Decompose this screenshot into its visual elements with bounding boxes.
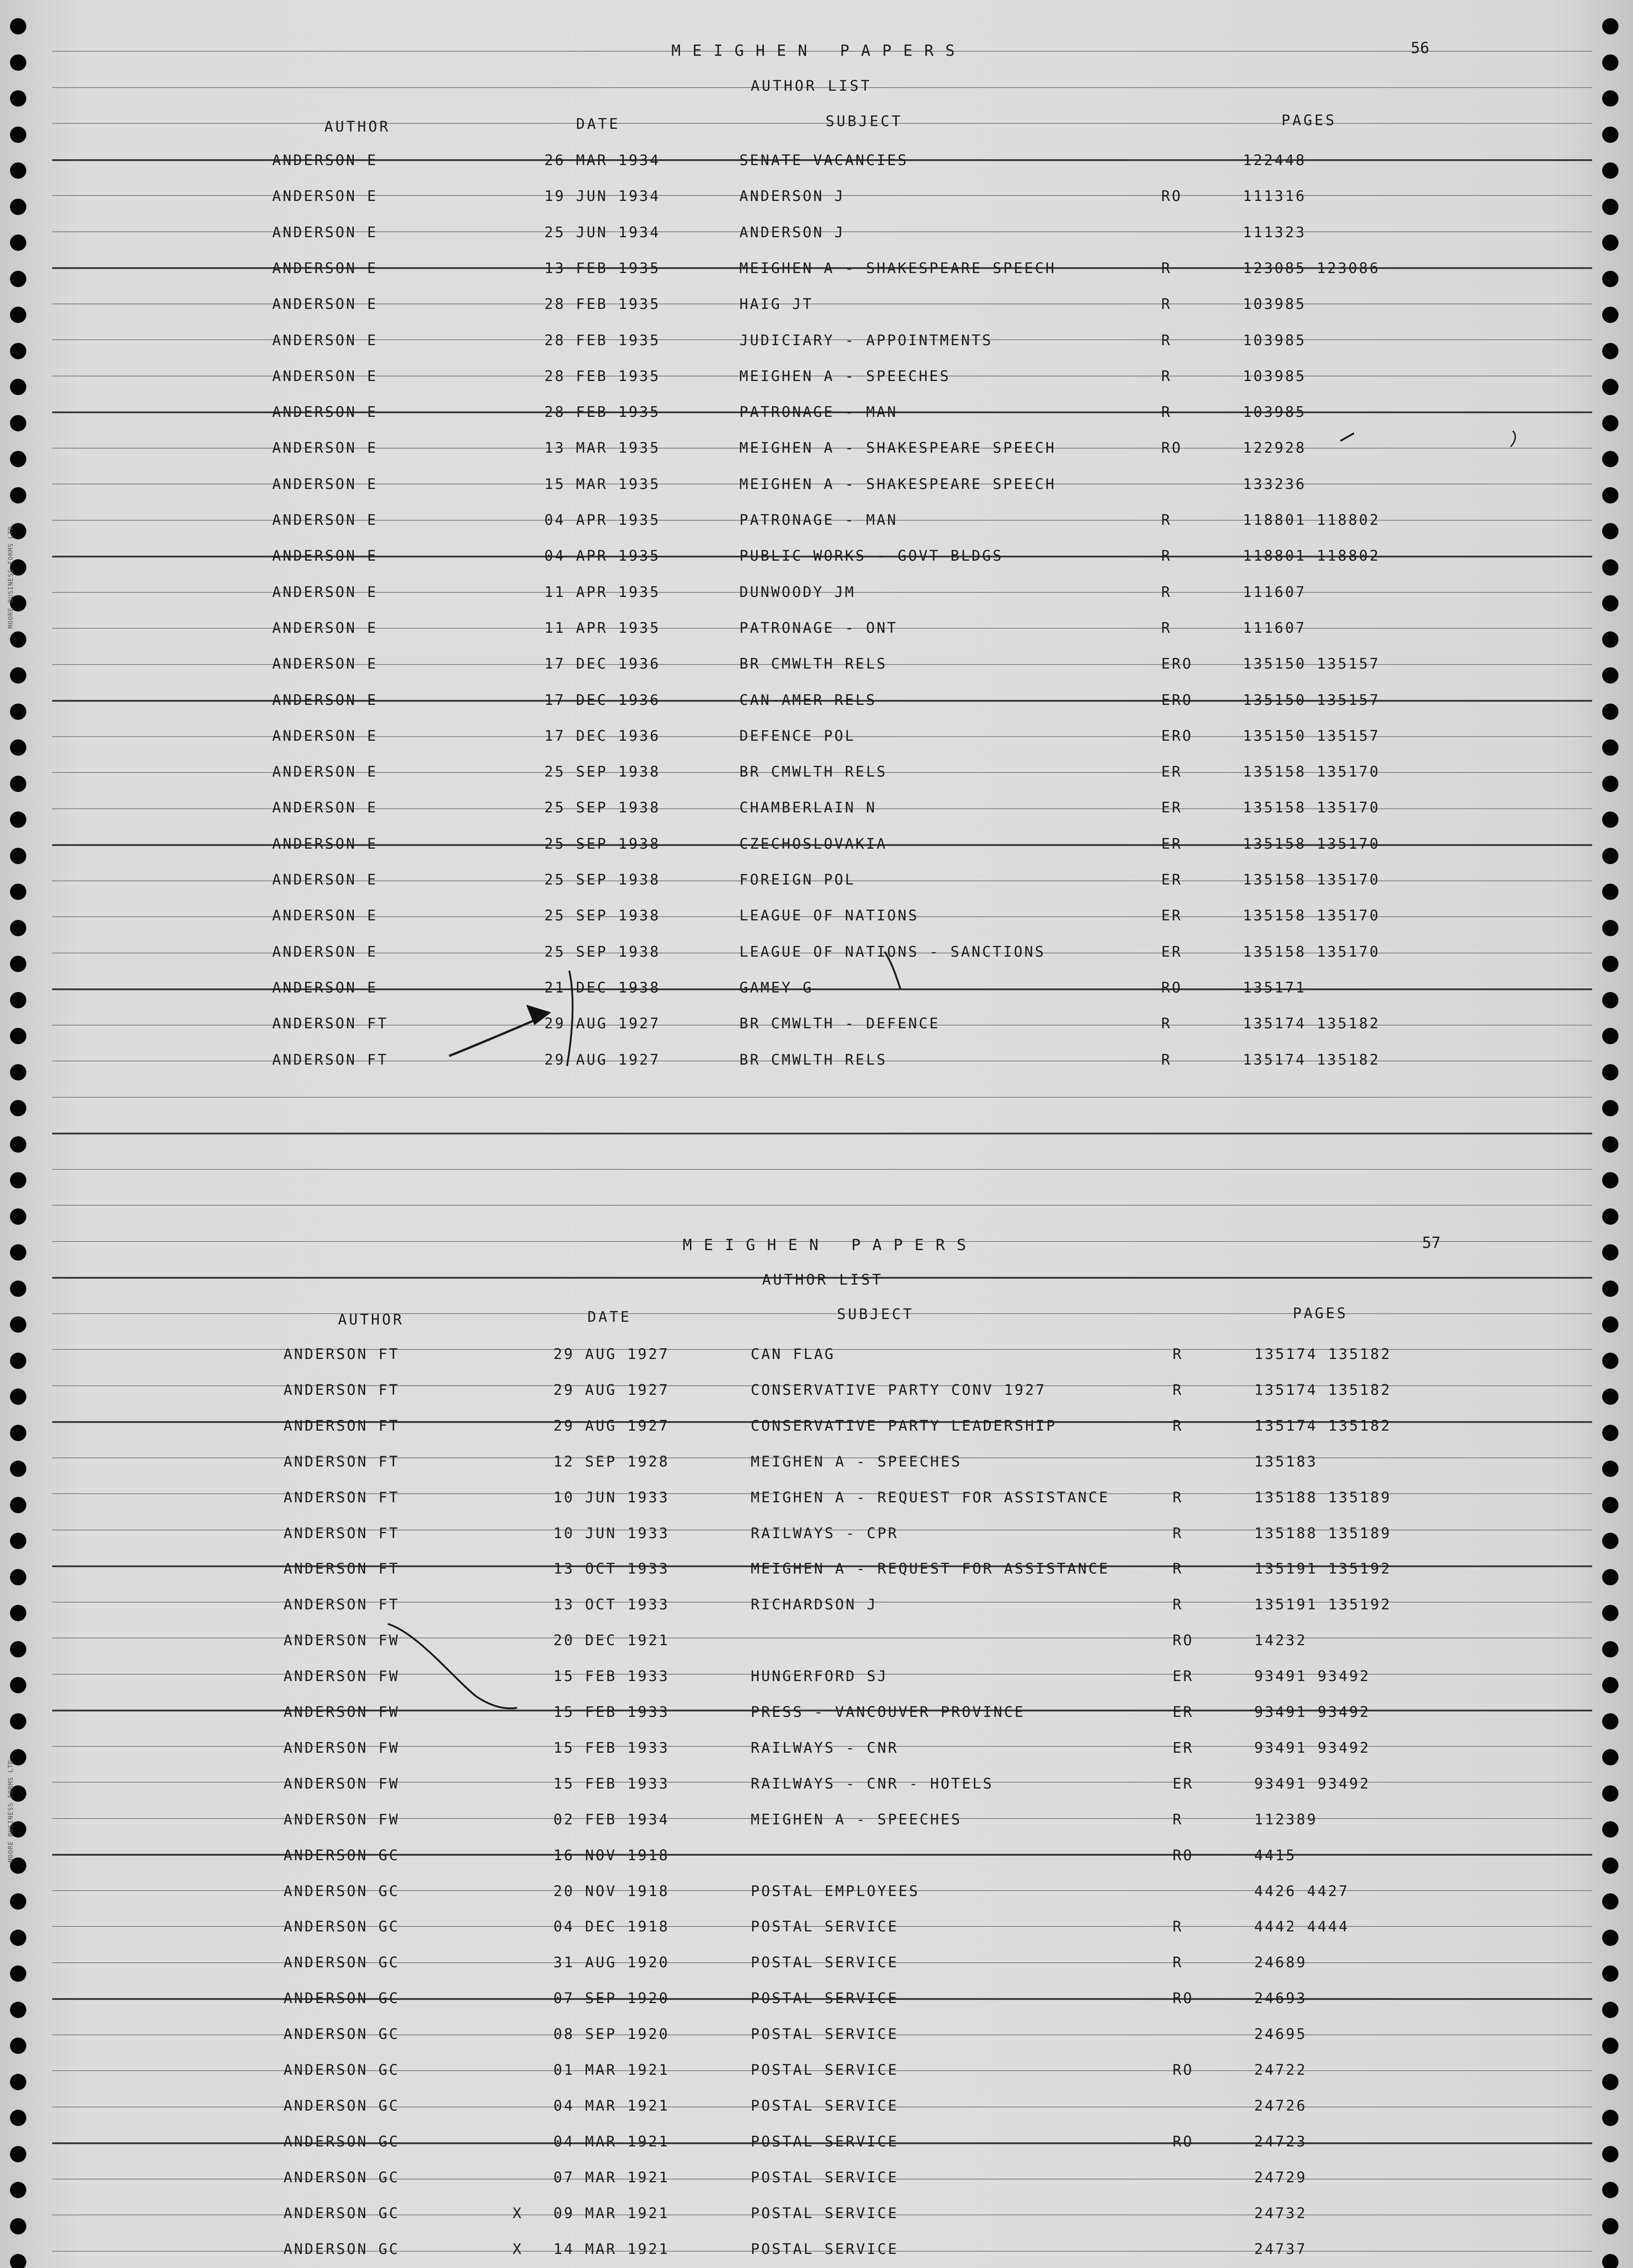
- column-header-subject: SUBJECT: [837, 1305, 914, 1323]
- author-cell: ANDERSON E: [272, 475, 378, 493]
- subject-cell: POSTAL SERVICE: [751, 2061, 899, 2078]
- pages-cell: 4426 4427: [1254, 1882, 1349, 1900]
- author-cell: ANDERSON E: [272, 763, 378, 781]
- subject-cell: POSTAL SERVICE: [751, 1918, 899, 1936]
- date-cell: 17 DEC 1936: [544, 691, 660, 709]
- author-cell: ANDERSON E: [272, 583, 378, 601]
- code-cell: R: [1173, 1488, 1183, 1506]
- date-cell: 17 DEC 1936: [544, 727, 660, 744]
- author-cell: ANDERSON E: [272, 907, 378, 924]
- date-cell: 07 SEP 1920: [553, 1989, 670, 2007]
- pages-cell: 135188 135189: [1254, 1524, 1392, 1542]
- page-title: MEIGHEN PAPERS: [671, 42, 967, 60]
- pages-cell: 123085 123086: [1243, 259, 1380, 277]
- subject-cell: PATRONAGE - MAN: [739, 511, 898, 528]
- subject-cell: ANDERSON J: [739, 187, 845, 205]
- author-cell: ANDERSON GC: [284, 1918, 400, 1936]
- column-header-author: AUTHOR: [338, 1311, 404, 1328]
- pages-cell: 24729: [1254, 2168, 1307, 2186]
- code-cell: R: [1161, 1051, 1172, 1068]
- code-cell: RO: [1161, 978, 1183, 996]
- date-cell: 31 AUG 1920: [553, 1954, 670, 1971]
- pages-cell: 135158 135170: [1243, 907, 1380, 924]
- pages-cell: 135150 135157: [1243, 727, 1380, 744]
- pen-mark-stroke: [1511, 431, 1515, 447]
- pages-cell: 93491 93492: [1254, 1739, 1370, 1756]
- date-cell: 04 APR 1935: [544, 511, 660, 528]
- author-cell: ANDERSON GC: [284, 1954, 400, 1971]
- author-cell: ANDERSON GC: [284, 2097, 400, 2114]
- date-cell: 29 AUG 1927: [544, 1051, 660, 1068]
- code-cell: RO: [1173, 2132, 1194, 2150]
- pages-cell: 135174 135182: [1254, 1345, 1392, 1363]
- date-cell: 04 MAR 1921: [553, 2132, 670, 2150]
- author-cell: ANDERSON GC: [284, 2061, 400, 2078]
- pages-cell: 135158 135170: [1243, 763, 1380, 781]
- code-cell: ERO: [1161, 691, 1193, 709]
- code-cell: R: [1161, 367, 1172, 385]
- author-cell: ANDERSON E: [272, 727, 378, 744]
- pages-cell: 135191 135192: [1254, 1560, 1392, 1578]
- pages-cell: 103985: [1243, 295, 1306, 313]
- list-subtitle: AUTHOR LIST: [751, 77, 872, 94]
- date-cell: 15 FEB 1933: [553, 1774, 670, 1792]
- pen-bracket-stroke: [567, 971, 572, 1066]
- author-cell: ANDERSON GC: [284, 2204, 400, 2222]
- subject-cell: BR CMWLTH - DEFENCE: [739, 1015, 940, 1032]
- date-cell: 01 MAR 1921: [553, 2061, 670, 2078]
- pages-cell: 24726: [1254, 2097, 1307, 2114]
- pages-cell: 135188 135189: [1254, 1488, 1392, 1506]
- pages-cell: 135191 135192: [1254, 1596, 1392, 1613]
- subject-cell: POSTAL SERVICE: [751, 2097, 899, 2114]
- date-cell: 11 APR 1935: [544, 583, 660, 601]
- subject-cell: POSTAL SERVICE: [751, 2168, 899, 2186]
- subject-cell: HAIG JT: [739, 295, 813, 313]
- author-cell: ANDERSON E: [272, 691, 378, 709]
- code-cell: R: [1161, 1015, 1172, 1032]
- date-cell: 29 AUG 1927: [553, 1417, 670, 1434]
- code-cell: R: [1173, 1381, 1183, 1398]
- column-header-date: DATE: [576, 115, 621, 132]
- code-cell: ER: [1161, 943, 1183, 960]
- date-cell: 21 DEC 1938: [544, 978, 660, 996]
- pages-cell: 93491 93492: [1254, 1774, 1370, 1792]
- pages-cell: 111607: [1243, 583, 1306, 601]
- pages-cell: 135158 135170: [1243, 943, 1380, 960]
- date-cell: 19 JUN 1934: [544, 187, 660, 205]
- code-cell: ER: [1161, 907, 1183, 924]
- pages-cell: 135183: [1254, 1452, 1318, 1470]
- column-header-date: DATE: [587, 1308, 632, 1325]
- code-cell: R: [1173, 1560, 1183, 1578]
- pages-cell: 122448: [1243, 152, 1306, 169]
- pages-cell: 118801 118802: [1243, 511, 1380, 528]
- date-cell: 15 MAR 1935: [544, 475, 660, 493]
- pages-cell: 24732: [1254, 2204, 1307, 2222]
- code-cell: R: [1161, 619, 1172, 636]
- author-cell: ANDERSON FT: [284, 1452, 400, 1470]
- subject-cell: GAMEY G: [739, 978, 813, 996]
- pages-cell: 14232: [1254, 1632, 1307, 1649]
- subject-cell: DUNWOODY JM: [739, 583, 856, 601]
- subject-cell: BR CMWLTH RELS: [739, 763, 887, 781]
- author-cell: ANDERSON E: [272, 331, 378, 349]
- date-cell: 25 SEP 1938: [544, 835, 660, 852]
- pages-cell: 135174 135182: [1243, 1051, 1380, 1068]
- subject-cell: POSTAL SERVICE: [751, 2132, 899, 2150]
- date-cell: 04 DEC 1918: [553, 1918, 670, 1936]
- date-cell: 13 FEB 1935: [544, 259, 660, 277]
- pages-cell: 24695: [1254, 2025, 1307, 2043]
- column-header-subject: SUBJECT: [826, 112, 903, 130]
- date-cell: 29 AUG 1927: [553, 1345, 670, 1363]
- subject-cell: POSTAL EMPLOYEES: [751, 1882, 920, 1900]
- pages-cell: 93491 93492: [1254, 1703, 1370, 1721]
- date-cell: 09 MAR 1921: [553, 2204, 670, 2222]
- code-cell: R: [1161, 511, 1172, 528]
- pages-cell: 135150 135157: [1243, 655, 1380, 673]
- date-cell: 28 FEB 1935: [544, 295, 660, 313]
- pages-cell: 133236: [1243, 475, 1306, 493]
- pages-cell: 135174 135182: [1254, 1417, 1392, 1434]
- pages-cell: 103985: [1243, 331, 1306, 349]
- author-cell: ANDERSON GC: [284, 1846, 400, 1864]
- code-cell: R: [1161, 583, 1172, 601]
- date-cell: 28 FEB 1935: [544, 403, 660, 421]
- pen-mark-stroke: [1340, 433, 1354, 441]
- subject-cell: BR CMWLTH RELS: [739, 1051, 887, 1068]
- subject-cell: ANDERSON J: [739, 223, 845, 241]
- date-cell: 29 AUG 1927: [544, 1015, 660, 1032]
- date-cell: 08 SEP 1920: [553, 2025, 670, 2043]
- author-cell: ANDERSON FW: [284, 1810, 400, 1828]
- pages-cell: 135158 135170: [1243, 799, 1380, 816]
- subject-cell: SENATE VACANCIES: [739, 152, 909, 169]
- date-cell: 28 FEB 1935: [544, 367, 660, 385]
- subject-cell: RAILWAYS - CPR: [751, 1524, 899, 1542]
- author-cell: ANDERSON GC: [284, 2240, 400, 2258]
- subject-cell: BR CMWLTH RELS: [739, 655, 887, 673]
- author-cell: ANDERSON FT: [284, 1596, 400, 1613]
- author-cell: ANDERSON E: [272, 259, 378, 277]
- author-cell: ANDERSON FW: [284, 1703, 400, 1721]
- author-cell: ANDERSON E: [272, 655, 378, 673]
- author-cell: ANDERSON E: [272, 187, 378, 205]
- author-cell: ANDERSON FW: [284, 1774, 400, 1792]
- subject-cell: MEIGHEN A - SHAKESPEARE SPEECH: [739, 259, 1056, 277]
- subject-cell: RAILWAYS - CNR - HOTELS: [751, 1774, 994, 1792]
- subject-cell: MEIGHEN A - SPEECHES: [751, 1452, 962, 1470]
- code-cell: RO: [1173, 1989, 1194, 2007]
- pages-cell: 24722: [1254, 2061, 1307, 2078]
- column-header-author: AUTHOR: [324, 118, 391, 135]
- list-subtitle: AUTHOR LIST: [762, 1271, 883, 1288]
- author-cell: ANDERSON E: [272, 619, 378, 636]
- subject-cell: POSTAL SERVICE: [751, 1989, 899, 2007]
- author-cell: ANDERSON E: [272, 835, 378, 852]
- subject-cell: MEIGHEN A - REQUEST FOR ASSISTANCE: [751, 1560, 1110, 1578]
- subject-cell: POSTAL SERVICE: [751, 2204, 899, 2222]
- date-cell: 26 MAR 1934: [544, 152, 660, 169]
- author-cell: ANDERSON FT: [284, 1417, 400, 1434]
- author-cell: ANDERSON GC: [284, 1989, 400, 2007]
- code-cell: R: [1161, 547, 1172, 565]
- date-cell: 25 JUN 1934: [544, 223, 660, 241]
- pages-cell: 135158 135170: [1243, 835, 1380, 852]
- subject-cell: POSTAL SERVICE: [751, 1954, 899, 1971]
- code-cell: R: [1173, 1345, 1183, 1363]
- subject-cell: CONSERVATIVE PARTY LEADERSHIP: [751, 1417, 1057, 1434]
- author-cell: ANDERSON FW: [284, 1739, 400, 1756]
- subject-cell: JUDICIARY - APPOINTMENTS: [739, 331, 993, 349]
- author-cell: ANDERSON E: [272, 943, 378, 960]
- author-cell: ANDERSON FT: [284, 1345, 400, 1363]
- code-cell: R: [1173, 1918, 1183, 1936]
- pages-cell: 24693: [1254, 1989, 1307, 2007]
- author-cell: ANDERSON GC: [284, 2132, 400, 2150]
- subject-cell: MEIGHEN A - SPEECHES: [739, 367, 951, 385]
- subject-cell: HUNGERFORD SJ: [751, 1667, 888, 1685]
- author-cell: ANDERSON E: [272, 403, 378, 421]
- author-cell: ANDERSON E: [272, 799, 378, 816]
- date-cell: 04 APR 1935: [544, 547, 660, 565]
- code-cell: ER: [1173, 1703, 1194, 1721]
- date-cell: 20 DEC 1921: [553, 1632, 670, 1649]
- subject-cell: POSTAL SERVICE: [751, 2240, 899, 2258]
- pages-cell: 111323: [1243, 223, 1306, 241]
- pages-cell: 103985: [1243, 403, 1306, 421]
- author-cell: ANDERSON FT: [284, 1560, 400, 1578]
- subject-cell: CHAMBERLAIN N: [739, 799, 877, 816]
- date-cell: 13 MAR 1935: [544, 439, 660, 457]
- pages-cell: 135174 135182: [1243, 1015, 1380, 1032]
- subject-cell: PUBLIC WORKS - GOVT BLDGS: [739, 547, 1003, 565]
- subject-cell: CAN-AMER RELS: [739, 691, 877, 709]
- column-header-pages: PAGES: [1281, 112, 1337, 129]
- subject-cell: PATRONAGE - ONT: [739, 619, 898, 636]
- date-cell: 10 JUN 1933: [553, 1524, 670, 1542]
- author-cell: ANDERSON E: [272, 439, 378, 457]
- pages-cell: 111316: [1243, 187, 1306, 205]
- author-cell: ANDERSON FT: [272, 1015, 388, 1032]
- subject-cell: MEIGHEN A - SHAKESPEARE SPEECH: [739, 475, 1056, 493]
- author-cell: ANDERSON FW: [284, 1667, 400, 1685]
- pages-cell: 24737: [1254, 2240, 1307, 2258]
- code-cell: RO: [1161, 187, 1183, 205]
- code-cell: RO: [1173, 1846, 1194, 1864]
- code-cell: R: [1161, 259, 1172, 277]
- subject-cell: MEIGHEN A - SHAKESPEARE SPEECH: [739, 439, 1056, 457]
- date-cell: 16 NOV 1918: [553, 1846, 670, 1864]
- subject-cell: RICHARDSON J: [751, 1596, 878, 1613]
- subject-cell: POSTAL SERVICE: [751, 2025, 899, 2043]
- pages-cell: 103985: [1243, 367, 1306, 385]
- date-cell: 17 DEC 1936: [544, 655, 660, 673]
- date-cell: 25 SEP 1938: [544, 943, 660, 960]
- code-cell: R: [1173, 1810, 1183, 1828]
- column-header-pages: PAGES: [1293, 1305, 1348, 1322]
- margin-printer-credit: MOORE BUSINESS FORMS LTD.: [7, 522, 15, 629]
- date-cell: 14 MAR 1921: [553, 2240, 670, 2258]
- code-cell: R: [1173, 1417, 1183, 1434]
- author-cell: ANDERSON GC: [284, 2025, 400, 2043]
- page-number: 56: [1411, 39, 1429, 57]
- date-cell: 25 SEP 1938: [544, 907, 660, 924]
- pages-cell: 4442 4444: [1254, 1918, 1349, 1936]
- code-cell: ER: [1161, 799, 1183, 816]
- code-cell: RO: [1161, 439, 1183, 457]
- code-cell: R: [1161, 403, 1172, 421]
- author-cell: ANDERSON GC: [284, 1882, 400, 1900]
- date-cell: 12 SEP 1928: [553, 1452, 670, 1470]
- date-cell: 25 SEP 1938: [544, 871, 660, 888]
- subject-cell: LEAGUE OF NATIONS: [739, 907, 919, 924]
- code-cell: R: [1173, 1524, 1183, 1542]
- author-cell: ANDERSON FT: [284, 1488, 400, 1506]
- pen-curve-stroke: [388, 1624, 517, 1708]
- code-cell: ER: [1161, 763, 1183, 781]
- code-cell: ERO: [1161, 655, 1193, 673]
- pages-cell: 112389: [1254, 1810, 1318, 1828]
- code-cell: RO: [1173, 1632, 1194, 1649]
- author-cell: ANDERSON FT: [284, 1524, 400, 1542]
- date-cell: 04 MAR 1921: [553, 2097, 670, 2114]
- pages-cell: 93491 93492: [1254, 1667, 1370, 1685]
- subject-cell: MEIGHEN A - REQUEST FOR ASSISTANCE: [751, 1488, 1110, 1506]
- pages-cell: 111607: [1243, 619, 1306, 636]
- author-cell: ANDERSON E: [272, 978, 378, 996]
- pen-arrow-stroke: [449, 1016, 544, 1056]
- code-cell: R: [1173, 1596, 1183, 1613]
- date-cell: 13 OCT 1933: [553, 1596, 670, 1613]
- date-cell: 28 FEB 1935: [544, 331, 660, 349]
- pages-cell: 24689: [1254, 1954, 1307, 1971]
- pages-cell: 135150 135157: [1243, 691, 1380, 709]
- margin-printer-credit: MOORE BUSINESS FORMS LTD.: [7, 1755, 15, 1862]
- code-cell: ER: [1161, 871, 1183, 888]
- date-cell: 13 OCT 1933: [553, 1560, 670, 1578]
- author-cell: ANDERSON E: [272, 547, 378, 565]
- date-cell: 15 FEB 1933: [553, 1703, 670, 1721]
- code-cell: ER: [1173, 1774, 1194, 1792]
- pages-cell: 135174 135182: [1254, 1381, 1392, 1398]
- page-title: MEIGHEN PAPERS: [683, 1236, 978, 1254]
- date-cell: 29 AUG 1927: [553, 1381, 670, 1398]
- date-cell: 07 MAR 1921: [553, 2168, 670, 2186]
- date-cell: 10 JUN 1933: [553, 1488, 670, 1506]
- code-cell: ERO: [1161, 727, 1193, 744]
- author-cell: ANDERSON E: [272, 295, 378, 313]
- author-cell: ANDERSON E: [272, 871, 378, 888]
- author-cell: ANDERSON GC: [284, 2168, 400, 2186]
- author-cell: ANDERSON FT: [272, 1051, 388, 1068]
- mark-cell: X: [513, 2204, 523, 2222]
- subject-cell: RAILWAYS - CNR: [751, 1739, 899, 1756]
- code-cell: ER: [1161, 835, 1183, 852]
- subject-cell: LEAGUE OF NATIONS - SANCTIONS: [739, 943, 1046, 960]
- date-cell: 20 NOV 1918: [553, 1882, 670, 1900]
- subject-cell: FOREIGN POL: [739, 871, 856, 888]
- code-cell: RO: [1173, 2061, 1194, 2078]
- code-cell: R: [1161, 331, 1172, 349]
- pages-cell: 135171: [1243, 978, 1306, 996]
- date-cell: 25 SEP 1938: [544, 799, 660, 816]
- code-cell: ER: [1173, 1739, 1194, 1756]
- author-cell: ANDERSON FW: [284, 1632, 400, 1649]
- date-cell: 15 FEB 1933: [553, 1739, 670, 1756]
- pen-tick-stroke: [885, 952, 900, 989]
- subject-cell: CAN FLAG: [751, 1345, 836, 1363]
- code-cell: R: [1161, 295, 1172, 313]
- author-cell: ANDERSON E: [272, 152, 378, 169]
- subject-cell: PRESS - VANCOUVER PROVINCE: [751, 1703, 1025, 1721]
- author-cell: ANDERSON E: [272, 223, 378, 241]
- author-cell: ANDERSON E: [272, 367, 378, 385]
- subject-cell: CONSERVATIVE PARTY CONV 1927: [751, 1381, 1046, 1398]
- date-cell: 02 FEB 1934: [553, 1810, 670, 1828]
- pages-cell: 118801 118802: [1243, 547, 1380, 565]
- code-cell: ER: [1173, 1667, 1194, 1685]
- date-cell: 25 SEP 1938: [544, 763, 660, 781]
- subject-cell: PATRONAGE - MAN: [739, 403, 898, 421]
- author-cell: ANDERSON FT: [284, 1381, 400, 1398]
- subject-cell: MEIGHEN A - SPEECHES: [751, 1810, 962, 1828]
- code-cell: R: [1173, 1954, 1183, 1971]
- subject-cell: CZECHOSLOVAKIA: [739, 835, 887, 852]
- date-cell: 15 FEB 1933: [553, 1667, 670, 1685]
- pages-cell: 135158 135170: [1243, 871, 1380, 888]
- pages-cell: 122928: [1243, 439, 1306, 457]
- pages-cell: 4415: [1254, 1846, 1297, 1864]
- subject-cell: DEFENCE POL: [739, 727, 856, 744]
- pages-cell: 24723: [1254, 2132, 1307, 2150]
- author-cell: ANDERSON E: [272, 511, 378, 528]
- date-cell: 11 APR 1935: [544, 619, 660, 636]
- mark-cell: X: [513, 2240, 523, 2258]
- page-number: 57: [1422, 1234, 1441, 1252]
